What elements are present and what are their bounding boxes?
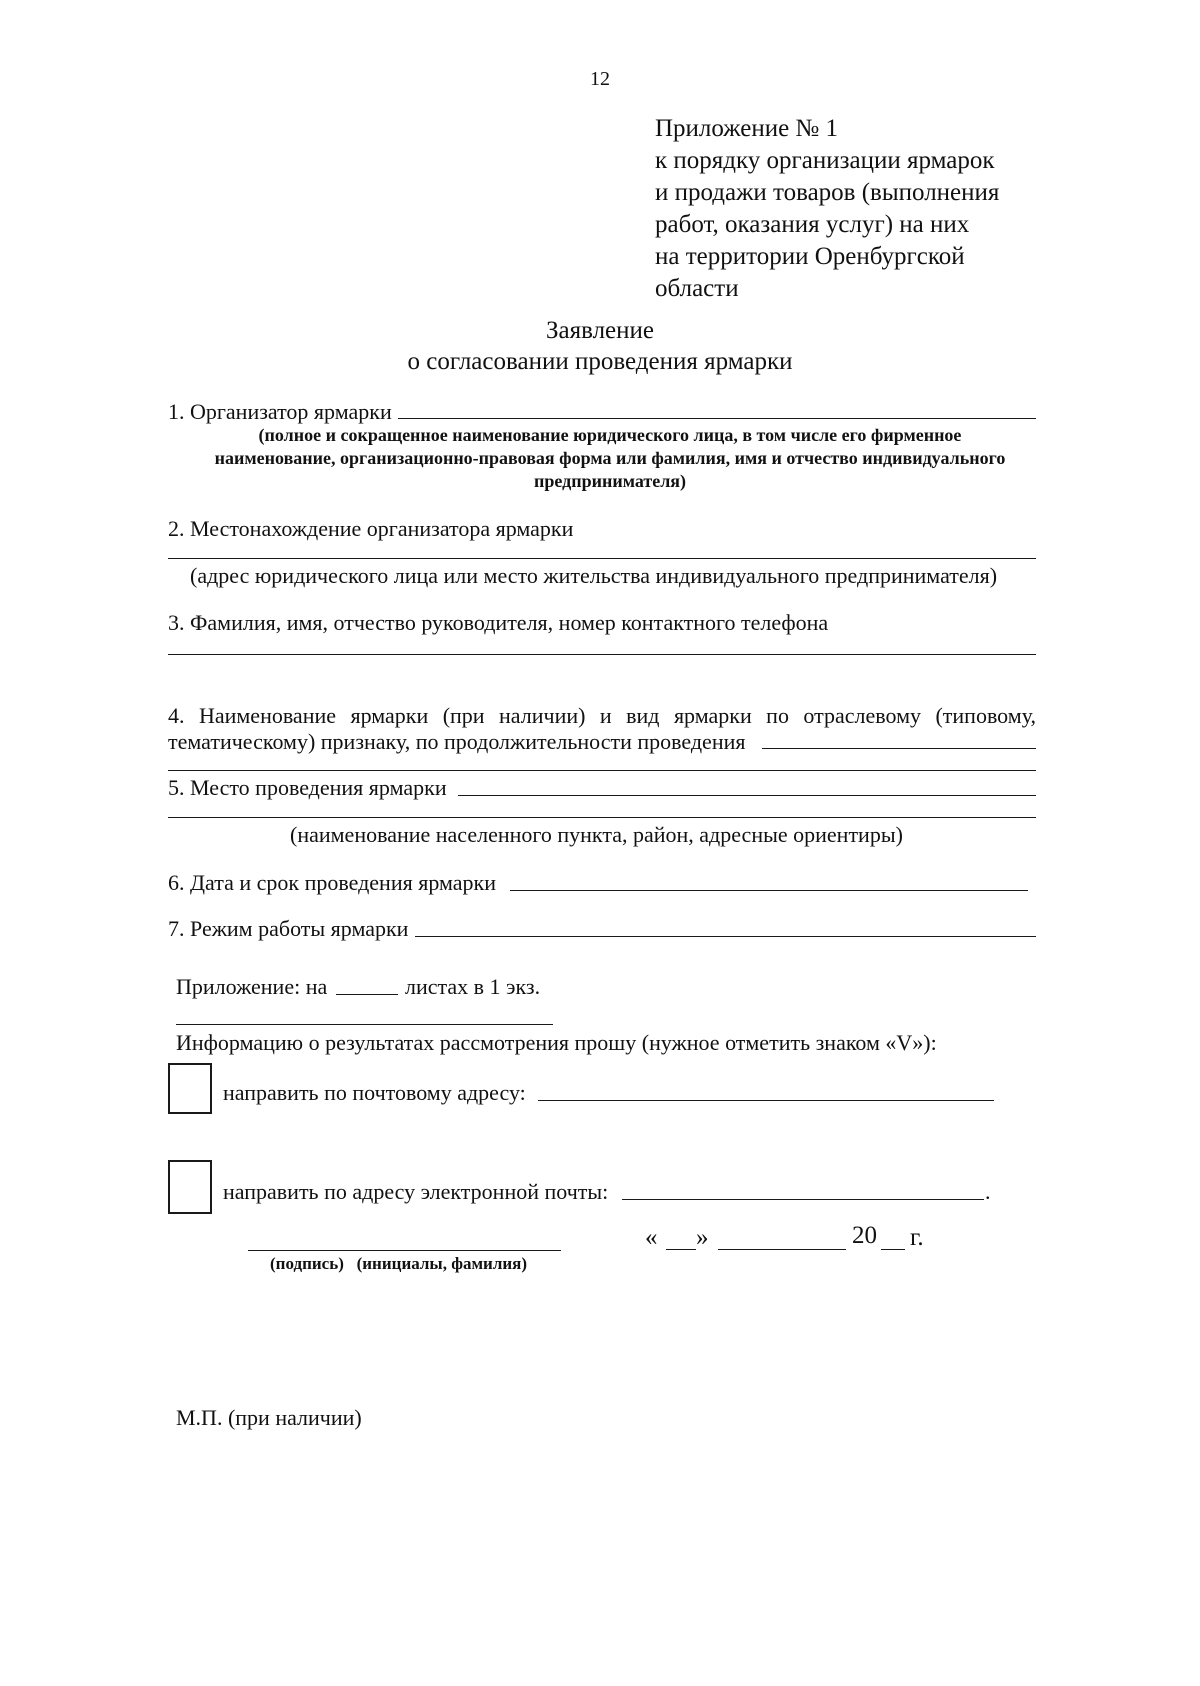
date-month-field[interactable]	[718, 1249, 846, 1250]
item4-field-line-extra[interactable]	[168, 770, 1036, 771]
postal-option-label: направить по почтовому адресу:	[223, 1080, 526, 1105]
date-year-field[interactable]	[881, 1249, 905, 1250]
info-request-text: Информацию о результатах рассмотрения прошу (нужное отметить знаком «V»):	[176, 1030, 937, 1055]
email-checkbox[interactable]	[168, 1160, 212, 1214]
signature-caption: (подпись) (инициалы, фамилия)	[270, 1254, 528, 1273]
postal-address-field[interactable]	[538, 1100, 994, 1101]
attachment-suffix: листах в 1 экз.	[405, 974, 541, 999]
item2-hint: (адрес юридического лица или место жительства индивидуального предпринимателя)	[190, 563, 998, 588]
item7-label: 7. Режим работы ярмарки	[168, 916, 409, 941]
appendix-header	[655, 113, 999, 305]
item2-field-line[interactable]	[168, 558, 1036, 559]
date-close-quote: »	[696, 1224, 709, 1251]
item5-field-line[interactable]	[458, 795, 1036, 796]
item1-field-line[interactable]	[398, 418, 1036, 419]
item3-label: 3. Фамилия, имя, отчество руководителя, номер контактного телефона	[168, 610, 829, 635]
appendix-line: и продажи товаров (выполнения	[655, 179, 1000, 206]
email-address-field[interactable]	[622, 1199, 984, 1200]
item5-hint: (наименование населенного пункта, район, адресные ориентиры)	[290, 822, 903, 847]
hint-line: (полное и сокращенное наименование юридического лица, в том числе его фирменное	[258, 425, 962, 445]
item5-field-line-extra[interactable]	[168, 817, 1036, 818]
page-number: 12	[590, 68, 610, 90]
item4-field-line[interactable]	[762, 748, 1036, 749]
item7-field-line[interactable]	[415, 936, 1036, 937]
attachment-underline	[176, 1024, 553, 1025]
postal-checkbox[interactable]	[168, 1063, 212, 1114]
item3-field-line[interactable]	[168, 654, 1036, 655]
date-open-quote: «	[645, 1224, 658, 1251]
date-day-field[interactable]	[666, 1249, 696, 1250]
item5-label: 5. Место проведения ярмарки	[168, 775, 447, 800]
item4-line1: 4. Наименование ярмарки (при наличии) и вид ярмарки по отраслевому (типовому,	[168, 703, 1036, 728]
appendix-line: к порядку организации ярмарок	[655, 147, 995, 174]
appendix-line: работ, оказания услуг) на них	[655, 211, 970, 238]
item2-label: 2. Местонахождение организатора ярмарки	[168, 516, 574, 541]
date-year-prefix: 20	[852, 1222, 877, 1249]
email-period: .	[985, 1179, 991, 1204]
hint-line: предпринимателя)	[533, 471, 687, 491]
attachment-sheets-field[interactable]	[336, 994, 398, 995]
item6-field-line[interactable]	[510, 890, 1028, 891]
signature-line[interactable]	[248, 1250, 561, 1251]
document-subtitle: о согласовании проведения ярмарки	[407, 348, 793, 375]
appendix-line: на территории Оренбургской	[655, 243, 965, 270]
item6-label: 6. Дата и срок проведения ярмарки	[168, 870, 496, 895]
stamp-label: М.П. (при наличии)	[176, 1405, 362, 1430]
email-option-label: направить по адресу электронной почты:	[223, 1179, 609, 1204]
item1-label: 1. Организатор ярмарки	[168, 399, 392, 424]
hint-line: наименование, организационно-правовая форма или фамилия, имя и отчество индивидуального	[214, 448, 1006, 468]
appendix-line: Приложение № 1	[655, 115, 839, 142]
date-year-suffix: г.	[910, 1224, 924, 1251]
item1-hint	[150, 424, 1070, 493]
attachment-prefix: Приложение: на	[176, 974, 328, 999]
item4-line2: тематическому) признаку, по продолжительности проведения	[168, 729, 746, 754]
appendix-line: области	[655, 275, 739, 302]
document-title: Заявление	[545, 317, 655, 344]
